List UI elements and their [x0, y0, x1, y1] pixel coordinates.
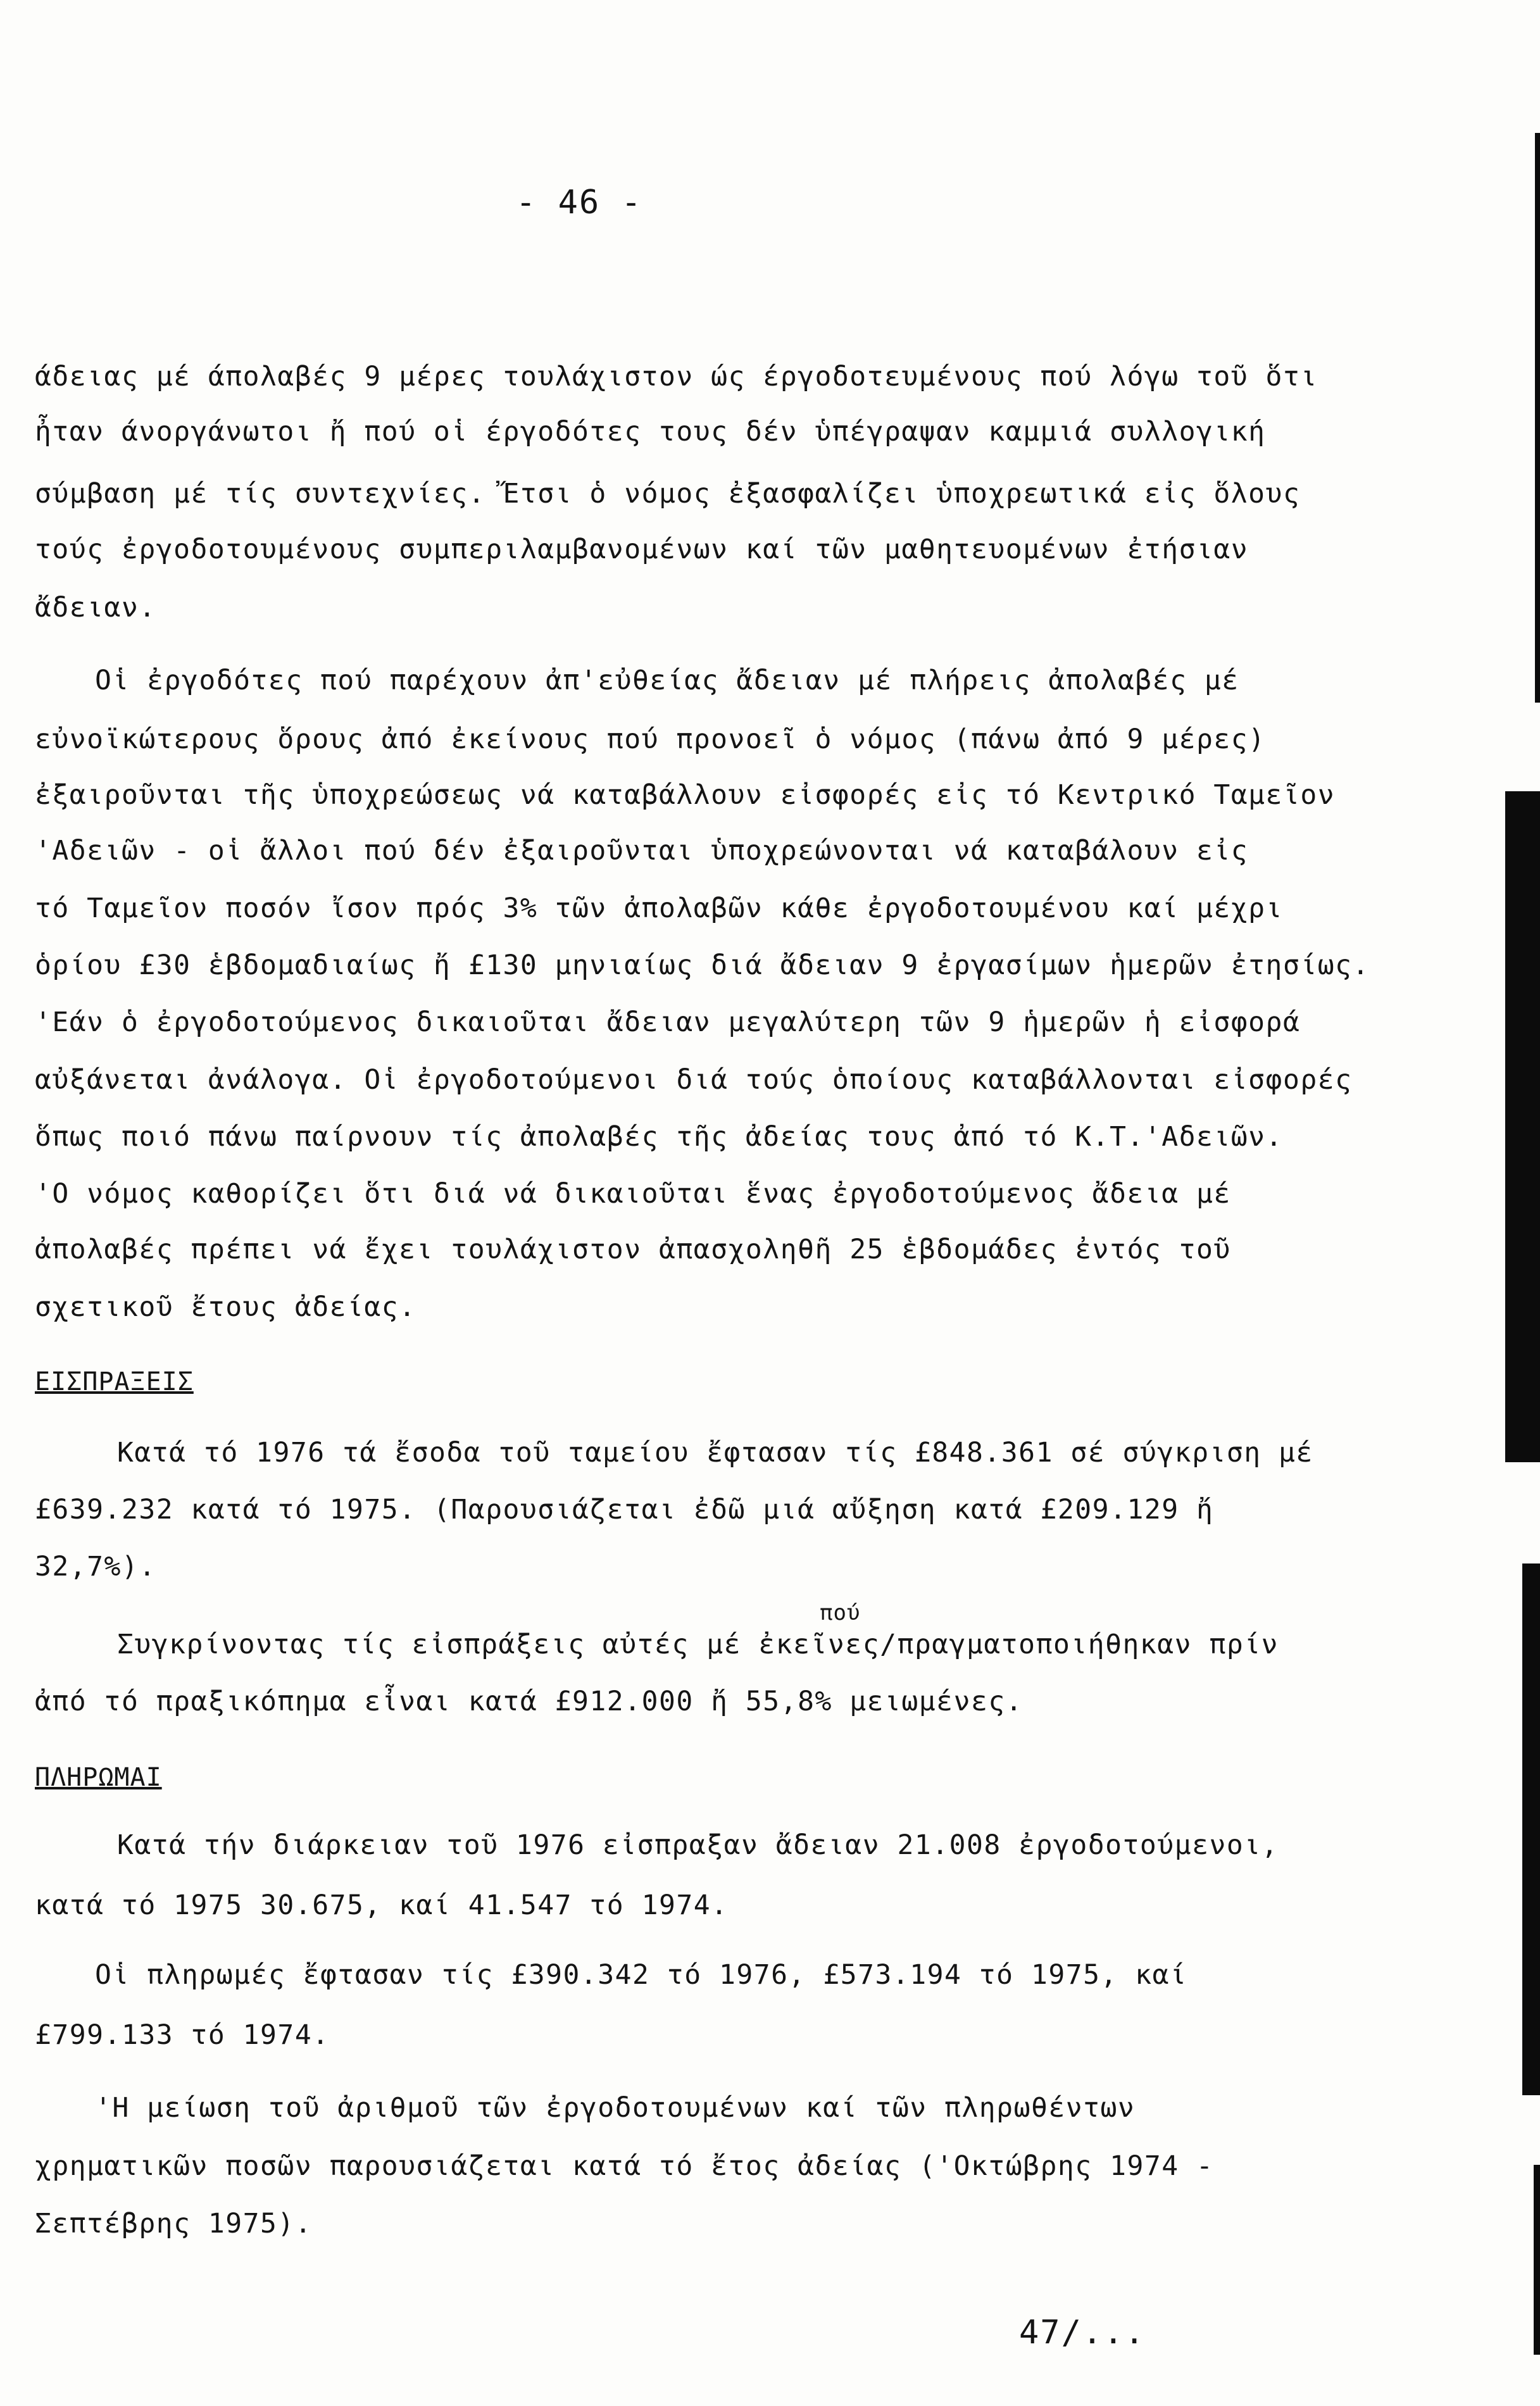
text-line: ἄδειαν.: [35, 592, 156, 623]
text-line: χρηματικῶν ποσῶν παρουσιάζεται κατά τό ἔτος ἀδείας ('Οκτώβρης 1974 -: [35, 2150, 1214, 2182]
text-line: Σεπτέβρης 1975).: [35, 2208, 313, 2240]
text-line: ἀπό τό πραξικόπημα εἶναι κατά £912.000 ἤ 55,8% μειωμένες.: [35, 1686, 1024, 1717]
text-line: 'Η μείωση τοῦ ἀριθμοῦ τῶν ἐργοδοτουμένων καί τῶν πληρωθέντων: [95, 2092, 1136, 2124]
text-line: ὅπως ποιό πάνω παίρνουν τίς ἀπολαβές τῆς ἀδείας τους ἀπό τό Κ.Τ.'Αδειῶν.: [35, 1121, 1283, 1153]
text-line: κατά τό 1975 30.675, καί 41.547 τό 1974.: [35, 1889, 729, 1921]
text-line: εὐνοϊκώτερους ὅρους ἀπό ἐκείνους πού προνοεῖ ὁ νόμος (πάνω ἀπό 9 μέρες): [35, 724, 1266, 755]
text-line: £799.133 τό 1974.: [35, 2019, 330, 2051]
text-line: ἦταν άνοργάνωτοι ἤ πού οἱ έργοδότες τους δέν ὑπέγραψαν καμμιά συλλογική: [35, 416, 1266, 448]
handwritten-insertion: πού: [820, 1600, 861, 1626]
text-line: τό Ταμεῖον ποσόν ἴσον πρός 3% τῶν ἀπολαβῶν κάθε ἐργοδοτουμένου καί μέχρι: [35, 893, 1283, 924]
section-heading-receipts: ΕΙΣΠΡΑΞΕΙΣ: [35, 1367, 194, 1396]
text-line: τούς ἐργοδοτουμένους συμπεριλαμβανομένων καί τῶν μαθητευομένων ἐτήσιαν: [35, 534, 1249, 565]
text-line: ἐξαιροῦνται τῆς ὑποχρεώσεως νά καταβάλλουν εἰσφορές εἰς τό Κεντρικό Ταμεῖον: [35, 779, 1336, 811]
text-line: ὁρίου £30 ἑβδομαδιαίως ἤ £130 μηνιαίως διά ἄδειαν 9 ἐργασίμων ἡμερῶν ἐτησίως.: [35, 949, 1370, 981]
continuation-marker: 47/...: [1019, 2314, 1146, 2352]
text-line: ἀπολαβές πρέπει νά ἔχει τουλάχιστον ἀπασχοληθῆ 25 ἑβδομάδες ἐντός τοῦ: [35, 1234, 1231, 1265]
scan-edge-shadow: [1505, 791, 1540, 1462]
page-number: - 46 -: [516, 184, 642, 222]
section-heading-payments: ΠΛΗΡΩΜΑΙ: [35, 1763, 162, 1792]
text-line: Συγκρίνοντας τίς εἰσπράξεις αὐτές μέ ἐκεῖνες/πραγματοποιήθηκαν πρίν: [117, 1629, 1279, 1660]
scan-edge-line: [1534, 2165, 1540, 2355]
text-line: Οἱ ἐργοδότες πού παρέχουν ἀπ'εὐθείας ἄδειαν μέ πλήρεις ἀπολαβές μέ: [95, 665, 1239, 696]
scan-edge-line: [1535, 133, 1540, 703]
text-line: σχετικοῦ ἔτους ἀδείας.: [35, 1291, 416, 1323]
text-line: 32,7%).: [35, 1551, 156, 1582]
text-line: Κατά τήν διάρκειαν τοῦ 1976 εἰσπραξαν ἄδειαν 21.008 ἐργοδοτούμενοι,: [117, 1829, 1279, 1861]
text-line: άδειας μέ άπολαβές 9 μέρες τουλάχιστον ώς έργοδοτευμένους πού λόγω τοῦ ὅτι: [35, 361, 1318, 392]
text-line: 'Αδειῶν - οἱ ἄλλοι πού δέν ἐξαιροῦνται ὑποχρεώνονται νά καταβάλουν εἰς: [35, 835, 1249, 867]
text-line: 'Εάν ὁ ἐργοδοτούμενος δικαιοῦται ἄδειαν μεγαλύτερη τῶν 9 ἡμερῶν ἡ εἰσφορά: [35, 1006, 1301, 1038]
text-line: £639.232 κατά τό 1975. (Παρουσιάζεται ἐδῶ μιά αὔξηση κατά £209.129 ἤ: [35, 1494, 1214, 1526]
text-line: αὐξάνεται ἀνάλογα. Οἱ ἐργοδοτούμενοι διά τούς ὁποίους καταβάλλονται εἰσφορές: [35, 1064, 1353, 1096]
text-line: 'Ο νόμος καθορίζει ὅτι διά νά δικαιοῦται ἕνας ἐργοδοτούμενος ἄδεια μέ: [35, 1178, 1231, 1210]
text-line: σύμβαση μέ τίς συντεχνίες. Ἔτσι ὁ νόμος ἐξασφαλίζει ὑποχρεωτικά εἰς ὅλους: [35, 478, 1301, 510]
text-line: Οἱ πληρωμές ἔφτασαν τίς £390.342 τό 1976, £573.194 τό 1975, καί: [95, 1959, 1187, 1991]
text-line: Κατά τό 1976 τά ἔσοδα τοῦ ταμείου ἔφτασαν τίς £848.361 σέ σύγκριση μέ: [117, 1437, 1313, 1469]
scan-edge-shadow: [1522, 1563, 1540, 2095]
